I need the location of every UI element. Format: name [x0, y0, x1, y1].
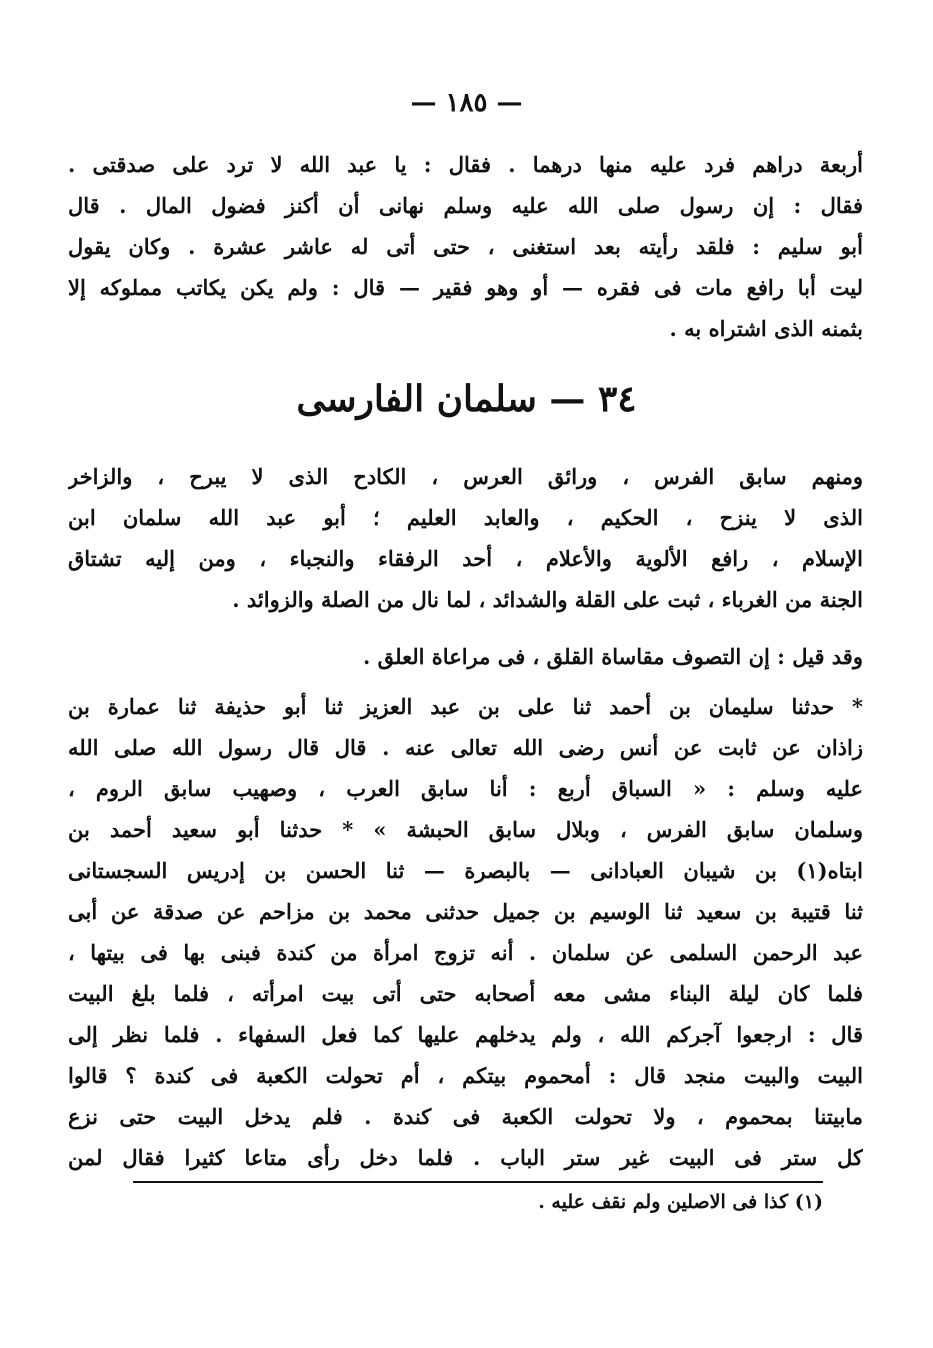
paragraph-line: أبو سليم : فلقد رأيته بعد استغنى ، حتى أتى له عاشر عشرة . وكان يقول [68, 234, 863, 259]
footnote-divider [133, 1181, 823, 1183]
paragraph-line: قال : ارجعوا آجركم الله ، ولم يدخلهم عليها كما فعل السفهاء . فلما نظر إلى [68, 1022, 863, 1047]
paragraph-line: الذى لا ينزح ، الحكيم ، والعابد العليم ؛ أبو عبد الله سلمان ابن [68, 505, 863, 530]
hadith-paragraph [68, 686, 863, 1178]
paragraph-line: ثنا قتيبة بن سعيد ثنا الوسيم بن جميل حدثنى محمد بن مزاحم عن صدقة عن أبى [68, 899, 863, 924]
paragraph-line: عبد الرحمن السلمى عن سلمان . أنه تزوج امرأة من كندة فبنى بها فى بيتها ، [68, 940, 863, 965]
footnote: (١) كذا فى الاصلين ولم نقف عليه . [538, 1191, 823, 1213]
intro-paragraph [68, 456, 863, 620]
paragraph-line: عليه وسلم : « السباق أربع : أنا سابق العرب ، وصهيب سابق الروم ، [68, 776, 863, 801]
paragraph-line: أربعة دراهم فرد عليه منها درهما . فقال : يا عبد الله لا ترد على صدقتى . [68, 152, 863, 177]
paragraph-line: زاذان عن ثابت عن أنس رضى الله تعالى عنه . قال قال رسول الله صلى الله [68, 735, 863, 760]
paragraph-line: مابيتنا بمحموم ، ولا تحولت الكعبة فى كندة . فلم يدخل البيت حتى نزع [68, 1104, 863, 1129]
paragraph-line: بثمنه الذى اشتراه به . [669, 316, 863, 341]
paragraph-line: ومنهم سابق الفرس ، ورائق العرس ، الكادح الذى لا يبرح ، والزاخر [68, 464, 863, 489]
paragraph-line: ليت أبا رافع مات فى فقره — أو وهو فقير — قال : ولم يكن يكاتب مملوكه إلا [68, 275, 863, 300]
paragraph-line: فقال : إن رسول صلى الله عليه وسلم نهانى أن أكنز فضول المال . قال [68, 193, 863, 218]
page-number: — ١٨٥ — [410, 88, 523, 118]
paragraph-line: ابتاه(١) بن شيبان العبادانى — بالبصرة — ثنا الحسن بن إدريس السجستانى [68, 858, 863, 883]
paragraph-line: الإسلام ، رافع الألوية والأعلام ، أحد الرفقاء والنجباء ، ومن إليه تشتاق [68, 546, 863, 571]
section-heading: ٣٤ — سلمان الفارسى [296, 378, 637, 420]
paragraph-line: البيت والبيت منجد قال : أمحموم بيتكم ، أم تحولت الكعبة فى كندة ؟ قالوا [68, 1063, 863, 1088]
paragraph-line: الجنة من الغرباء ، ثبت على القلة والشدائد ، لما نال من الصلة والزوائد . [232, 587, 863, 612]
saying-paragraph [68, 636, 863, 677]
paragraph-line: كل ستر فى البيت غير ستر الباب . فلما دخل رأى متاعا كثيرا فقال لمن [68, 1145, 863, 1170]
paragraph-line: وسلمان سابق الفرس ، وبلال سابق الحبشة » * حدثنا أبو سعيد أحمد بن [68, 817, 863, 842]
paragraph-line: * حدثنا سليمان بن أحمد ثنا على بن عبد العزيز ثنا أبو حذيفة ثنا عمارة بن [68, 694, 863, 719]
top-paragraph [68, 144, 863, 349]
paragraph-line: فلما كان ليلة البناء مشى معه أصحابه حتى أتى بيت امرأته ، فلما بلغ البيت [68, 981, 863, 1006]
paragraph-line: وقد قيل : إن التصوف مقاساة القلق ، فى مراعاة العلق . [363, 644, 863, 669]
